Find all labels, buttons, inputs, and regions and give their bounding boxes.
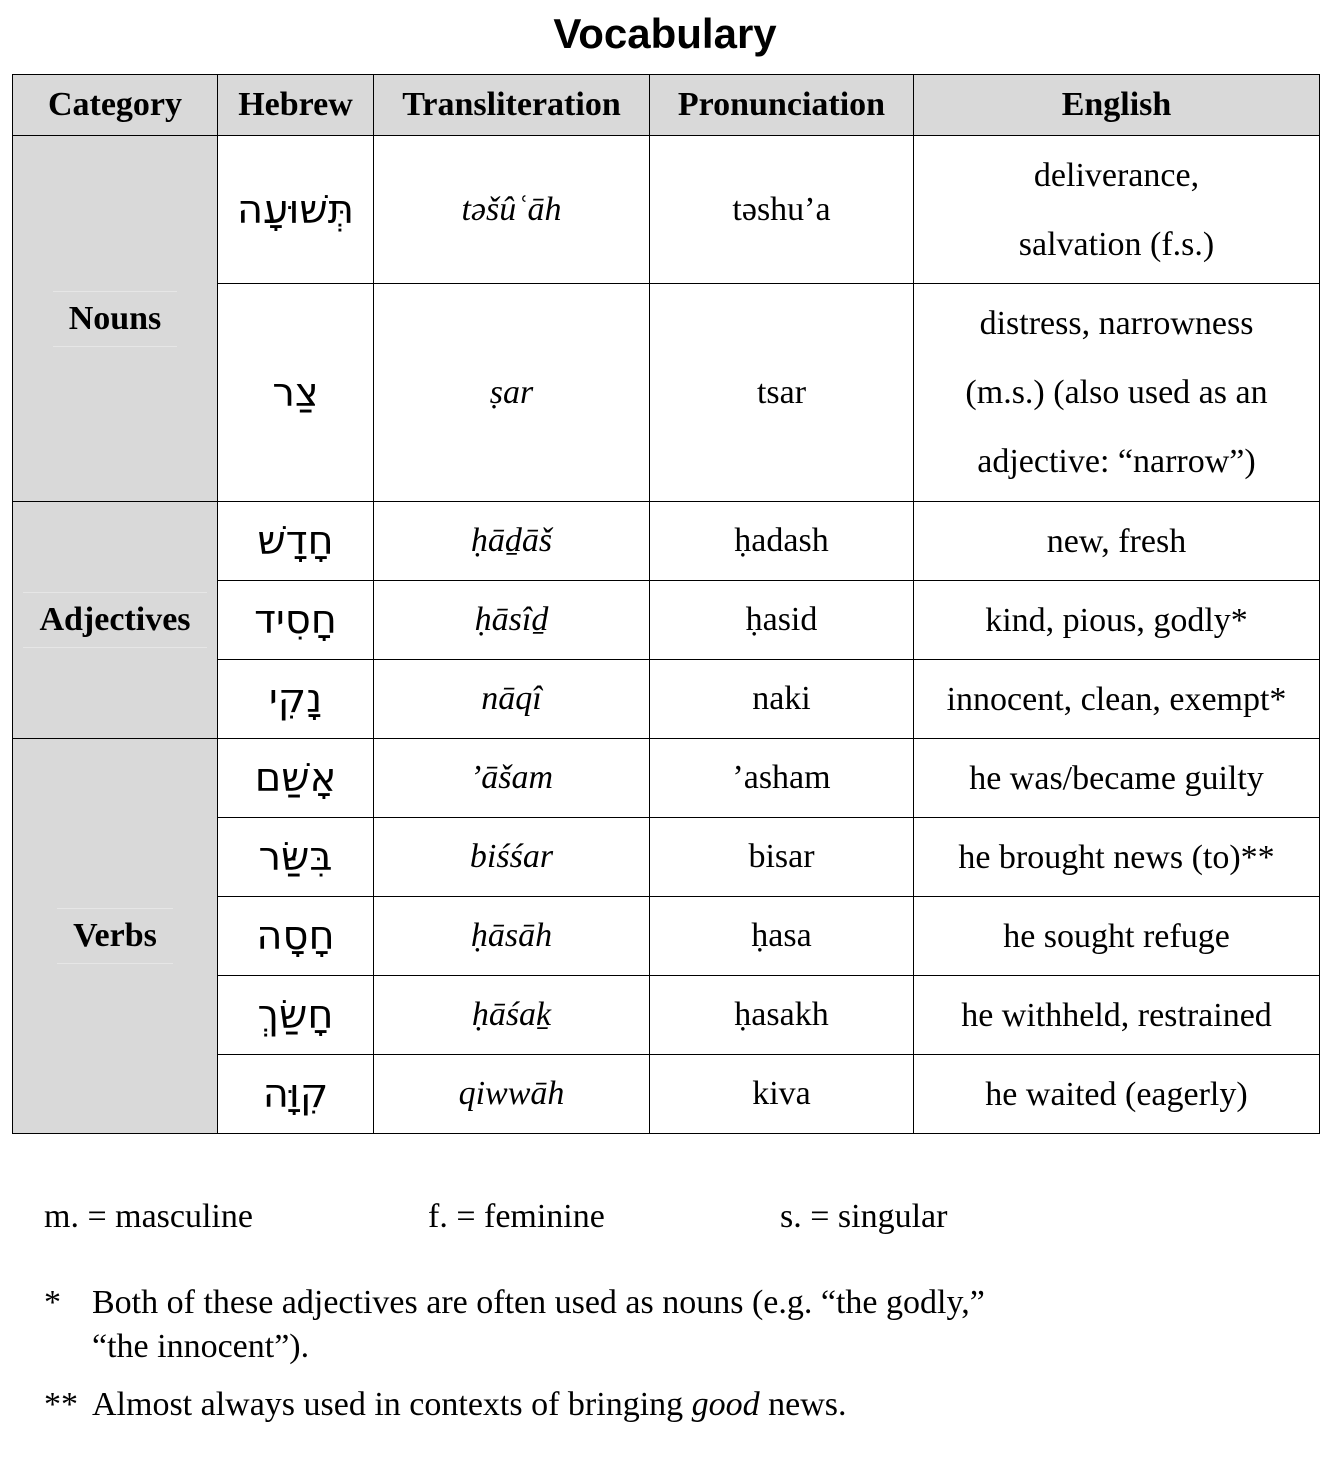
footnote-text-after: news. xyxy=(759,1386,847,1423)
pronunciation-cell: ḥadash xyxy=(650,502,914,581)
vocabulary-table xyxy=(12,74,1320,1134)
header-pronunciation: Pronunciation xyxy=(650,75,914,136)
page-title: Vocabulary xyxy=(553,10,777,57)
table-header-row xyxy=(13,75,1320,136)
english-cell xyxy=(914,136,1320,284)
hebrew-cell: נָקִי xyxy=(218,660,374,739)
hebrew-cell: חָסָה xyxy=(218,897,374,976)
english-cell: he brought news (to)** xyxy=(914,818,1320,897)
hebrew-cell: קִוָּה xyxy=(218,1055,374,1134)
transliteration-cell: ’āšam xyxy=(374,739,650,818)
table-row xyxy=(13,739,1320,818)
transliteration-cell: ḥāśaḵ xyxy=(374,976,650,1055)
transliteration-cell: ḥāḏāš xyxy=(374,502,650,581)
footnote-mark: ** xyxy=(44,1386,78,1423)
pronunciation-cell: bisar xyxy=(650,818,914,897)
footnote-text xyxy=(92,1281,1192,1369)
english-cell xyxy=(914,284,1320,502)
hebrew-cell: צַר xyxy=(218,284,374,502)
english-cell: new, fresh xyxy=(914,502,1320,581)
hebrew-cell: בִּשַּׂר xyxy=(218,818,374,897)
category-cell-verbs xyxy=(13,739,218,1134)
pronunciation-cell: təshu’a xyxy=(650,136,914,284)
pronunciation-cell: ḥasa xyxy=(650,897,914,976)
english-cell: he waited (eagerly) xyxy=(914,1055,1320,1134)
english-cell: innocent, clean, exempt* xyxy=(914,660,1320,739)
footnote-line: Both of these adjectives are often used as nouns (e.g. “the godly,” xyxy=(92,1284,985,1321)
pronunciation-cell: ’asham xyxy=(650,739,914,818)
footnote-mark: * xyxy=(44,1284,61,1321)
category-label: Nouns xyxy=(53,291,178,347)
hebrew-cell: אָשַׁם xyxy=(218,739,374,818)
category-cell-nouns xyxy=(13,136,218,502)
transliteration-cell: qiwwāh xyxy=(374,1055,650,1134)
header-english: English xyxy=(914,75,1320,136)
transliteration-cell: biśśar xyxy=(374,818,650,897)
hebrew-cell: חָשַׂךְ xyxy=(218,976,374,1055)
category-label: Adjectives xyxy=(23,592,206,648)
transliteration-cell: ḥāsîḏ xyxy=(374,581,650,660)
english-line: distress, narrowness xyxy=(979,305,1254,342)
legend-singular: s. = singular xyxy=(780,1198,948,1235)
english-line: deliverance, xyxy=(1033,156,1200,194)
hebrew-cell: חָסִיד xyxy=(218,581,374,660)
english-line: adjective: “narrow”) xyxy=(977,443,1256,480)
english-cell: kind, pious, godly* xyxy=(914,581,1320,660)
footnote-single-asterisk xyxy=(44,1281,985,1365)
footnote-emphasis: good xyxy=(691,1386,760,1423)
footnote-double-asterisk xyxy=(44,1383,847,1427)
english-cell: he withheld, restrained xyxy=(914,976,1320,1055)
pronunciation-cell: naki xyxy=(650,660,914,739)
header-category: Category xyxy=(13,75,218,136)
table-row xyxy=(13,502,1320,581)
hebrew-cell: תְּשׁוּעָה xyxy=(218,136,374,284)
pronunciation-cell: tsar xyxy=(650,284,914,502)
transliteration-cell: ḥāsāh xyxy=(374,897,650,976)
transliteration-cell: ṣar xyxy=(374,284,650,502)
transliteration-cell: nāqî xyxy=(374,660,650,739)
category-cell-adjectives xyxy=(13,502,218,739)
legend-masculine: m. = masculine xyxy=(44,1198,253,1235)
pronunciation-cell: ḥasakh xyxy=(650,976,914,1055)
english-cell: he sought refuge xyxy=(914,897,1320,976)
category-label: Verbs xyxy=(57,908,173,964)
transliteration-cell: təšûʿāh xyxy=(374,136,650,284)
footnote-text-before: Almost always used in contexts of bringing xyxy=(92,1386,692,1423)
pronunciation-cell: kiva xyxy=(650,1055,914,1134)
footnote-line: “the innocent”). xyxy=(92,1328,310,1365)
header-transliteration: Transliteration xyxy=(374,75,650,136)
legend-feminine: f. = feminine xyxy=(428,1198,605,1235)
header-hebrew: Hebrew xyxy=(218,75,374,136)
english-line: (m.s.) (also used as an xyxy=(965,374,1268,411)
english-cell: he was/became guilty xyxy=(914,739,1320,818)
pronunciation-cell: ḥasid xyxy=(650,581,914,660)
footnote-text xyxy=(92,1383,1192,1427)
hebrew-cell: חָדָשׁ xyxy=(218,502,374,581)
table-row xyxy=(13,136,1320,284)
english-line: salvation (f.s.) xyxy=(1018,225,1215,263)
